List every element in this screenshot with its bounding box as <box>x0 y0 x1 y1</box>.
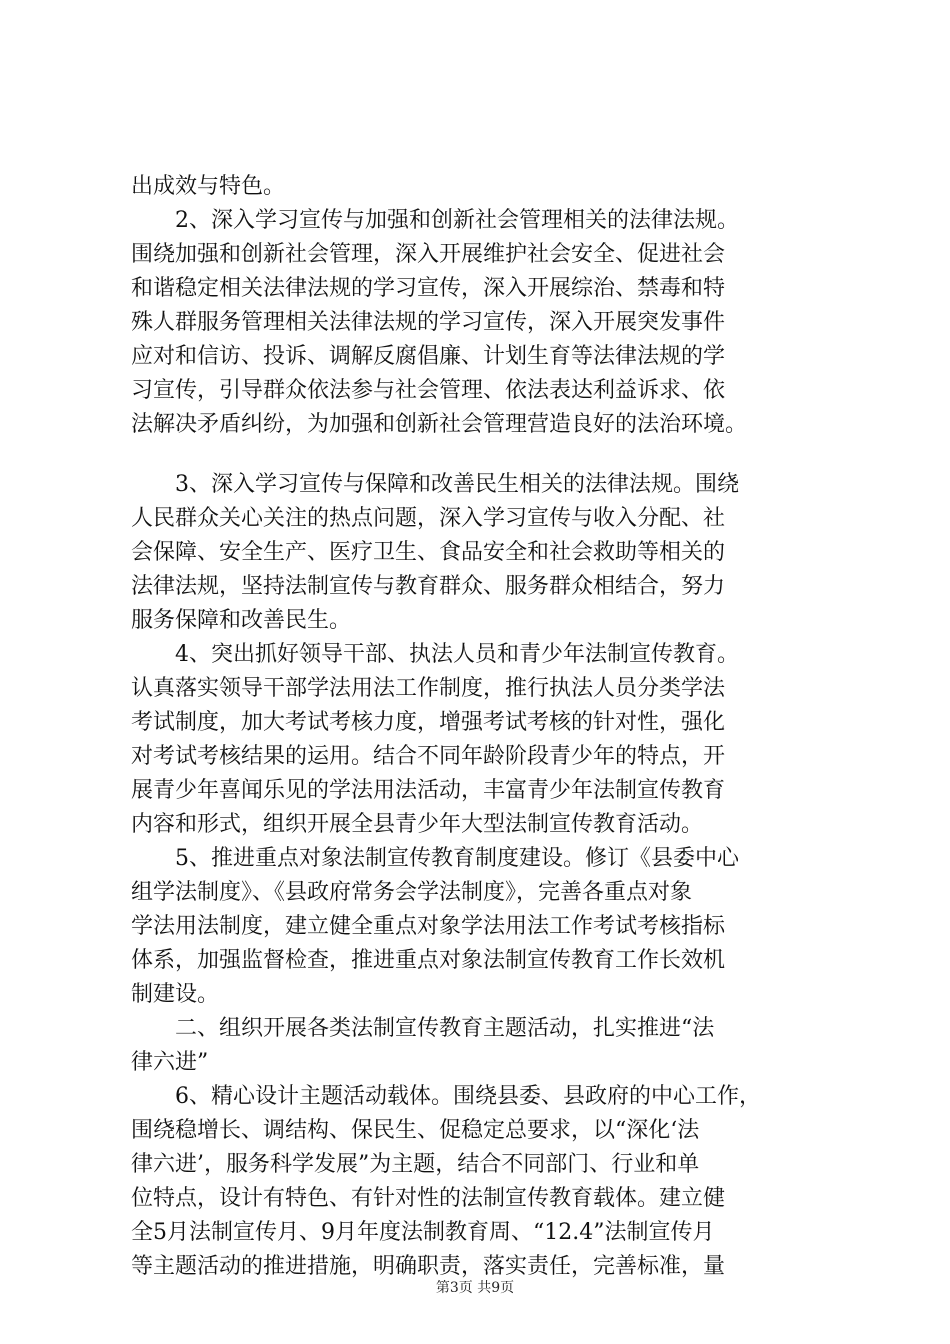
text-line: 考试制度，加大考试考核力度，增强考试考核的针对性，强化 <box>131 710 726 735</box>
text-line: 服务保障和改善民生。 <box>131 608 352 633</box>
text-line: 2、深入学习宣传与加强和创新社会管理相关的法律法规。 <box>131 208 739 233</box>
text-line: 围绕稳增长、调结构、保民生、促稳定总要求，以“深化‘法 <box>131 1118 700 1143</box>
text-line: 展青少年喜闻乐见的学法用法活动，丰富青少年法制宣传教育 <box>131 778 726 803</box>
text-line: 内容和形式，组织开展全县青少年大型法制宣传教育活动。 <box>131 812 704 837</box>
text-line: 3、深入学习宣传与保障和改善民生相关的法律法规。围绕 <box>131 472 739 497</box>
text-line: 出成效与特色。 <box>131 174 286 199</box>
text-line: 法解决矛盾纠纷，为加强和创新社会管理营造良好的法治环境。 <box>131 412 748 437</box>
text-line: 应对和信访、投诉、调解反腐倡廉、计划生育等法律法规的学 <box>131 344 726 369</box>
text-line: 学法用法制度，建立健全重点对象学法用法工作考试考核指标 <box>131 914 726 939</box>
text-line: 等主题活动的推进措施，明确职责，落实责任，完善标准，量 <box>131 1254 726 1279</box>
paragraph-gap <box>131 442 831 468</box>
text-line: 围绕加强和创新社会管理，深入开展维护社会安全、促进社会 <box>131 242 726 267</box>
text-line: 和谐稳定相关法律法规的学习宣传，深入开展综治、禁毒和特 <box>131 276 726 301</box>
page-footer: 第3页 共9页 <box>435 1280 515 1296</box>
text-line: 人民群众关心关注的热点问题，深入学习宣传与收入分配、社 <box>131 506 726 531</box>
body-text <box>131 170 831 1284</box>
text-line: 二、组织开展各类法制宣传教育主题活动，扎实推进“法 <box>131 1016 715 1041</box>
text-line: 习宣传，引导群众依法参与社会管理、依法表达利益诉求、依 <box>131 378 726 403</box>
text-line: 律六进” <box>131 1050 209 1075</box>
text-line: 殊人群服务管理相关法律法规的学习宣传，深入开展突发事件 <box>131 310 726 335</box>
text-line: 会保障、安全生产、医疗卫生、食品安全和社会救助等相关的 <box>131 540 726 565</box>
text-line: 4、突出抓好领导干部、执法人员和青少年法制宣传教育。 <box>131 642 739 667</box>
text-line: 认真落实领导干部学法用法工作制度，推行执法人员分类学法 <box>131 676 726 701</box>
text-line: 5、推进重点对象法制宣传教育制度建设。修订《县委中心 <box>131 846 739 871</box>
text-line: 位特点，设计有特色、有针对性的法制宣传教育载体。建立健 <box>131 1186 726 1211</box>
text-line: 制建设。 <box>131 982 220 1007</box>
text-line: 法律法规，坚持法制宣传与教育群众、服务群众相结合，努力 <box>131 574 726 599</box>
text-line: 体系，加强监督检查，推进重点对象法制宣传教育工作长效机 <box>131 948 726 973</box>
text-line: 6、精心设计主题活动载体。围绕县委、县政府的中心工作， <box>131 1084 761 1109</box>
text-line: 全5月法制宣传月、9月年度法制教育周、“12.4”法制宣传月 <box>131 1220 715 1245</box>
text-line: 律六进’，服务科学发展”为主题，结合不同部门、行业和单 <box>131 1152 700 1177</box>
text-line: 对考试考核结果的运用。结合不同年龄阶段青少年的特点，开 <box>131 744 726 769</box>
text-line: 组学法制度》、《县政府常务会学法制度》，完善各重点对象 <box>131 880 693 905</box>
